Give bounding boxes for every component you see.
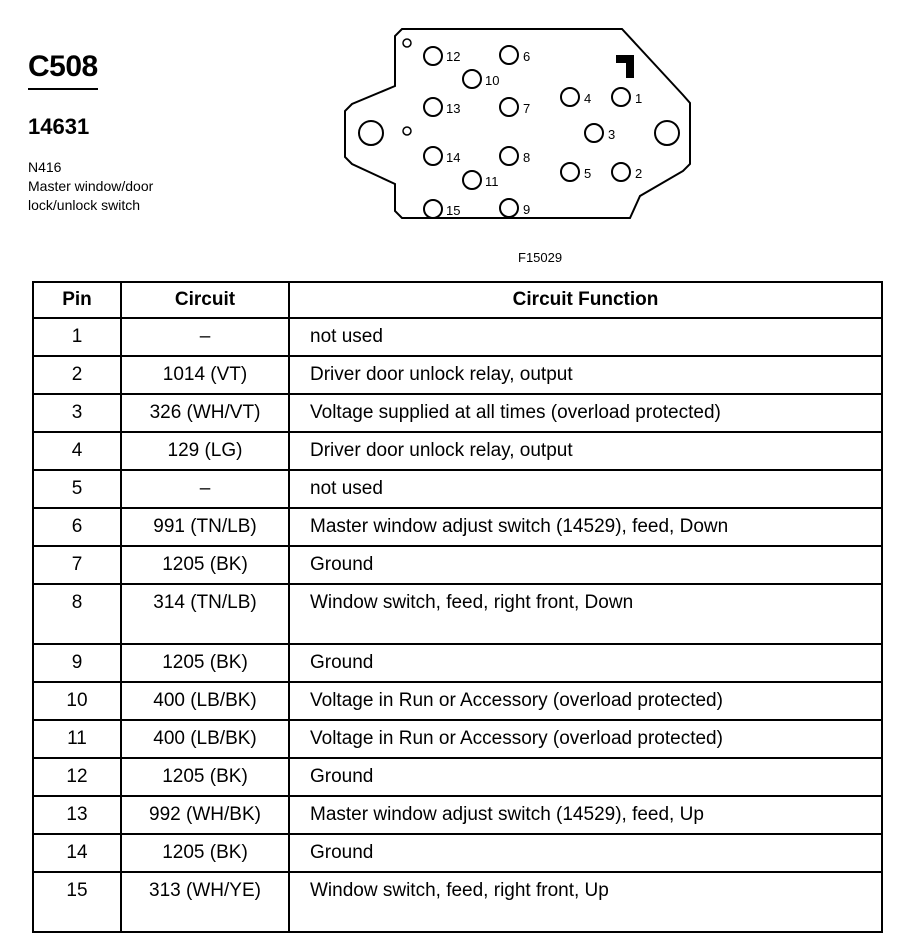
cell-circuit: 1205 (BK) [121, 834, 289, 872]
cell-pin: 11 [33, 720, 121, 758]
pinout-table [32, 281, 883, 933]
table-row [33, 546, 882, 584]
pin-label: 13 [446, 101, 461, 116]
pin1-key-mark [616, 55, 634, 78]
cell-circuit: 991 (TN/LB) [121, 508, 289, 546]
description-line: Master window/door [28, 178, 154, 194]
cell-pin: 8 [33, 584, 121, 644]
cell-circuit: 313 (WH/YE) [121, 872, 289, 932]
pin-cavity [463, 70, 481, 88]
pin-cavity [585, 124, 603, 142]
pin-label: 12 [446, 49, 461, 64]
table-row [33, 318, 882, 356]
table-row [33, 508, 882, 546]
mounting-hole-left [359, 121, 383, 145]
table-row [33, 796, 882, 834]
cell-pin: 10 [33, 682, 121, 720]
cell-function: Ground [289, 758, 882, 796]
pin-label: 14 [446, 150, 461, 165]
pin-label: 11 [485, 174, 499, 189]
cell-circuit: 326 (WH/VT) [121, 394, 289, 432]
table-row [33, 682, 882, 720]
cell-circuit: 400 (LB/BK) [121, 720, 289, 758]
description-line: lock/unlock switch [28, 197, 141, 213]
cell-function: Ground [289, 546, 882, 584]
pin-cavity [424, 200, 442, 218]
pin-label: 5 [584, 166, 592, 181]
table-row [33, 356, 882, 394]
pin-label: 6 [523, 49, 531, 64]
alignment-dot [403, 39, 411, 47]
connector-description [28, 158, 228, 215]
table-row [33, 394, 882, 432]
cell-pin: 3 [33, 394, 121, 432]
cell-pin: 4 [33, 432, 121, 470]
cell-function: Voltage in Run or Accessory (overload protected) [289, 720, 882, 758]
cell-function: Ground [289, 834, 882, 872]
pin-label: 10 [485, 73, 500, 88]
cell-pin: 2 [33, 356, 121, 394]
cell-function: Master window adjust switch (14529), feed, Down [289, 508, 882, 546]
pin-cavity [424, 47, 442, 65]
cell-pin: 7 [33, 546, 121, 584]
header-pin: Pin [33, 282, 121, 318]
table-row [33, 584, 882, 644]
alignment-dot [403, 127, 411, 135]
pin-label: 7 [523, 101, 531, 116]
cell-pin: 5 [33, 470, 121, 508]
pin-cavity [612, 88, 630, 106]
cell-circuit: 1205 (BK) [121, 644, 289, 682]
pin-label: 8 [523, 150, 531, 165]
pin-cavity [561, 163, 579, 181]
pin-label: 9 [523, 202, 531, 217]
cell-pin: 14 [33, 834, 121, 872]
cell-function: not used [289, 470, 882, 508]
cell-circuit: – [121, 470, 289, 508]
cell-function: not used [289, 318, 882, 356]
cell-function: Voltage supplied at all times (overload protected) [289, 394, 882, 432]
cell-function: Window switch, feed, right front, Down [289, 584, 882, 644]
connector-header [28, 50, 228, 215]
pin-cavity [424, 147, 442, 165]
cell-pin: 9 [33, 644, 121, 682]
cell-circuit: 1205 (BK) [121, 546, 289, 584]
pin-cavity [424, 98, 442, 116]
cell-function: Master window adjust switch (14529), feed, Up [289, 796, 882, 834]
pin-label: 4 [584, 91, 592, 106]
header-circuit: Circuit [121, 282, 289, 318]
cell-circuit: 992 (WH/BK) [121, 796, 289, 834]
pin-cavity [500, 98, 518, 116]
table-row [33, 720, 882, 758]
cell-circuit: 314 (TN/LB) [121, 584, 289, 644]
cell-circuit: – [121, 318, 289, 356]
connector-face-diagram [340, 20, 700, 240]
table-row [33, 644, 882, 682]
pin-cavity [463, 171, 481, 189]
cell-pin: 15 [33, 872, 121, 932]
pin-cavities [424, 46, 630, 218]
description-line: N416 [28, 159, 62, 175]
pin-label: 1 [635, 91, 643, 106]
pin-cavity [500, 147, 518, 165]
table-row [33, 470, 882, 508]
pin-cavity [612, 163, 630, 181]
cell-function: Ground [289, 644, 882, 682]
table-row [33, 758, 882, 796]
cell-function: Voltage in Run or Accessory (overload protected) [289, 682, 882, 720]
table-header-row [33, 282, 882, 318]
pin-label: 15 [446, 203, 461, 218]
cell-function: Driver door unlock relay, output [289, 356, 882, 394]
pin-label: 3 [608, 127, 616, 142]
connector-id: C508 [28, 50, 98, 90]
cell-pin: 1 [33, 318, 121, 356]
table-row [33, 834, 882, 872]
pin-cavity [561, 88, 579, 106]
cell-circuit: 129 (LG) [121, 432, 289, 470]
cell-pin: 12 [33, 758, 121, 796]
cell-function: Driver door unlock relay, output [289, 432, 882, 470]
table-row [33, 432, 882, 470]
header-function: Circuit Function [289, 282, 882, 318]
cell-circuit: 1205 (BK) [121, 758, 289, 796]
cell-circuit: 1014 (VT) [121, 356, 289, 394]
pin-cavity [500, 46, 518, 64]
cell-circuit: 400 (LB/BK) [121, 682, 289, 720]
mounting-hole-right [655, 121, 679, 145]
figure-label: F15029 [518, 250, 563, 265]
cell-function: Window switch, feed, right front, Up [289, 872, 882, 932]
part-number: 14631 [28, 114, 90, 139]
cell-pin: 13 [33, 796, 121, 834]
cell-pin: 6 [33, 508, 121, 546]
table-row [33, 872, 882, 932]
pin-label: 2 [635, 166, 643, 181]
pin-cavity [500, 199, 518, 217]
